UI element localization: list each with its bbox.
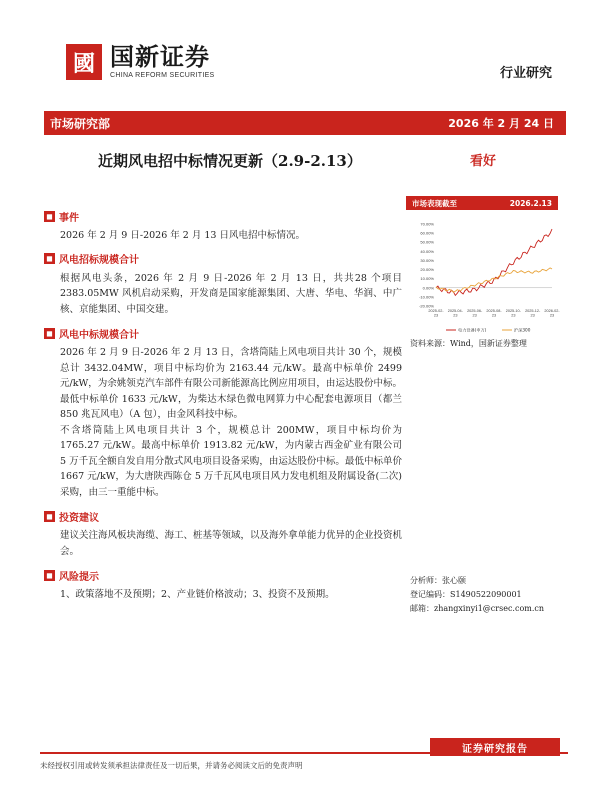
y-tick-label: 70.00% — [420, 221, 434, 227]
x-tick-label: 23 — [511, 313, 516, 318]
analyst-info — [410, 574, 544, 616]
rating-badge: 看好 — [470, 154, 497, 169]
company-logo — [66, 44, 102, 80]
analyst-email — [410, 602, 544, 616]
series-line — [436, 229, 552, 295]
footer-disclaimer: 未经授权引用或转发须承担法律责任及一切后果，并请务必阅读文后的免责声明 — [40, 761, 303, 770]
x-tick-label: 23 — [433, 313, 439, 318]
risk-text: 1、政策落地不及预期；2、产业链价格波动；3、投资不及预期。 — [60, 589, 335, 600]
reg-label: 登记编码： — [410, 590, 450, 599]
y-tick-label: 30.00% — [420, 257, 434, 263]
section-icon: ◼ — [44, 328, 55, 339]
email-value[interactable]: zhangxinyi1@crsec.com.cn — [434, 604, 545, 613]
banner — [44, 111, 566, 135]
chart-date: 2026.2.13 — [509, 198, 552, 208]
reg-value: S1490522090001 — [450, 590, 522, 599]
x-tick-label: 23 — [491, 313, 497, 318]
legend-label: 电力设备(申万) — [458, 327, 487, 333]
section-advice-heading — [44, 508, 402, 524]
section-title: 风电招标规模合计 — [59, 255, 139, 266]
chart-area — [406, 210, 558, 336]
y-tick-label: 0.00% — [422, 285, 434, 291]
section-bidding-heading — [44, 251, 402, 267]
section-title: 风电中标规模合计 — [59, 329, 139, 341]
email-label: 邮箱： — [410, 604, 434, 613]
x-tick-label: 23 — [549, 313, 555, 318]
brand — [110, 44, 215, 79]
x-tick-label: 2025-06- — [467, 309, 483, 313]
main-content — [44, 208, 402, 603]
y-tick-label: -10.00% — [419, 294, 434, 300]
section-risk-heading — [44, 567, 402, 583]
department-label: 市场研究部 — [50, 116, 111, 131]
report-title: 近期风电招中标情况更新（2.9-2.13） — [98, 152, 362, 170]
section-award-heading — [44, 325, 402, 341]
section-title: 事件 — [59, 212, 79, 224]
section-icon: ◼ — [44, 570, 55, 581]
x-tick-label: 23 — [453, 313, 458, 318]
x-tick-label: 2025-10- — [505, 309, 521, 313]
x-tick-label: 2026-02- — [544, 309, 560, 313]
brand-name-cn: 国新证券 — [110, 43, 210, 71]
analyst-reg — [410, 588, 544, 602]
award-text-1: 2026 年 2 月 9 日-2026 年 2 月 13 日，含塔筒陆上风电项目共计 30 个，规模总计 3432.04MW，项目中标均价为 2163.44 元/kW。最高中标单价 2499 元/kW，为余姚领克汽车部件有限公司新能源高比例应用项目，由运达股份中标。最低中标单价 1633 元/kW，为柴达木绿色微电网算力中心配套电源项目（都兰 850 兆瓦风电）（A 包），由金风科技中标。 — [60, 347, 402, 420]
x-tick-label: 23 — [472, 313, 477, 318]
section-title: 投资建议 — [59, 512, 99, 524]
brand-name-en: CHINA REFORM SECURITIES — [110, 72, 215, 79]
y-tick-label: -20.00% — [419, 303, 434, 309]
y-tick-label: 50.00% — [420, 239, 434, 245]
advice-text: 建议关注海风板块海缆、海工、桩基等领域，以及海外拿单能力优异的企业投资机会。 — [60, 530, 403, 557]
event-text: 2026 年 2 月 9 日-2026 年 2 月 13 日风电招中标情况。 — [60, 230, 305, 241]
analyst-name: 分析师：张心颐 — [410, 576, 466, 585]
section-icon: ◼ — [44, 211, 55, 222]
x-tick-label: 2025-12- — [525, 309, 541, 313]
section-event-heading — [44, 208, 402, 224]
y-tick-label: 40.00% — [420, 248, 434, 254]
report-type: 行业研究 — [499, 66, 552, 81]
x-tick-label: 2025-08- — [486, 309, 502, 313]
x-tick-label: 2025-04- — [447, 309, 463, 313]
x-tick-label: 2025-02- — [428, 309, 444, 313]
chart-heading: 市场表现截至 — [412, 198, 457, 208]
logo-glyph: 國 — [72, 50, 95, 77]
footer-tag: 证券研究报告 — [430, 738, 560, 756]
chart-header — [406, 196, 558, 210]
section-icon: ◼ — [44, 253, 55, 264]
section-title: 风险提示 — [59, 571, 99, 583]
chart-panel — [406, 196, 558, 336]
legend-label: 沪深300 — [514, 327, 531, 333]
award-text-2: 不含塔筒陆上风电项目共计 3 个，规模总计 200MW，项目中标均价为 1765.27 元/kW。最高中标单价 1913.82 元/kW，为内蒙古西金矿业有限公司 5 万千瓦全额自发自用分散式风电项目设备采购，由运达股份中标。最低中标单价 1667 元/kW，为大唐陕西陈仓 5 万千瓦风电项目风力发电机组及附属设备(二次)采购，由三一重能中标。 — [60, 424, 402, 498]
y-tick-label: 60.00% — [420, 230, 434, 236]
report-date: 2026 年 2 月 24 日 — [448, 117, 554, 130]
x-tick-label: 23 — [530, 313, 535, 318]
bidding-text: 根据风电头条，2026 年 2 月 9 日-2026 年 2 月 13 日，共共28 个项目2383.05MW 风机启动采购，开发商是国家能源集团、大唐、华电、华润、中广核、京能集团、中国交建。 — [60, 272, 402, 315]
section-icon: ◼ — [44, 511, 55, 522]
y-tick-label: 10.00% — [420, 276, 434, 282]
chart-source: 资料来源：Wind，国新证券整理 — [410, 339, 527, 348]
performance-chart — [406, 210, 558, 336]
y-tick-label: 20.00% — [420, 267, 434, 273]
